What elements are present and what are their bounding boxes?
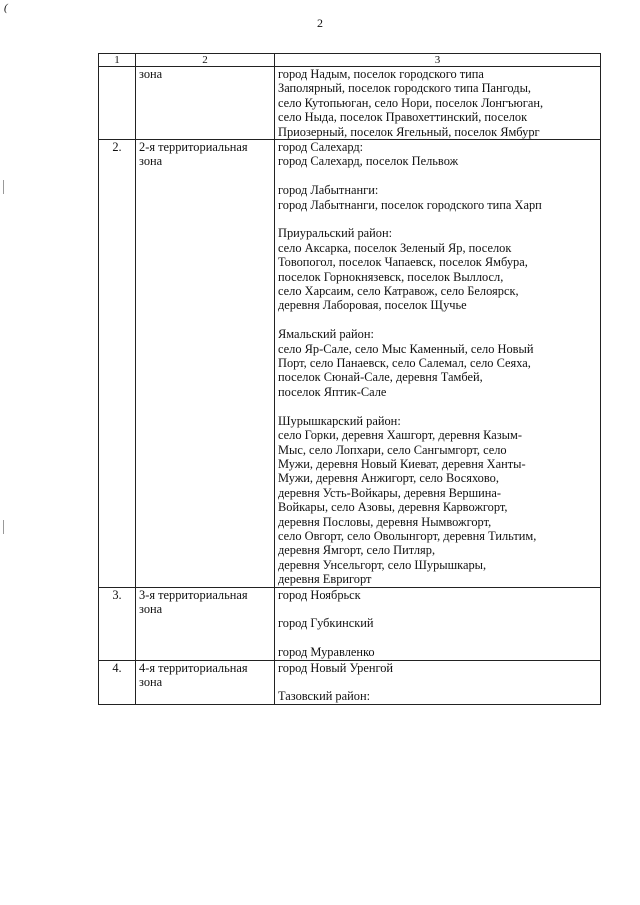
settlement-line	[278, 631, 597, 645]
column-header: 1	[99, 54, 136, 67]
settlement-line: Товопогол, поселок Чапаевск, поселок Ямбура,	[278, 255, 528, 270]
settlement-line: деревня Унсельгорт, село Шурышкары,	[278, 557, 487, 572]
zone-name-line: 4-я территориальная	[139, 660, 248, 675]
settlement-line: Мыс, село Лопхари, село Сангымгорт, село	[278, 442, 507, 457]
settlement-line	[278, 602, 597, 616]
settlement-line: село Яр-Сале, село Мыс Каменный, село Новый	[278, 341, 534, 356]
settlement-line: Шурышкарский район:	[278, 413, 401, 428]
settlement-line: поселок Горнокнязевск, поселок Выллосл,	[278, 269, 504, 284]
zone-name-line: зона	[139, 674, 163, 689]
zone-name-line: зона	[139, 154, 163, 169]
page-number: 2	[317, 16, 323, 30]
row-number	[99, 67, 136, 140]
settlement-line: город Лабытнанги, поселок городского типа Харп	[278, 197, 542, 212]
territorial-zones-table	[98, 53, 601, 705]
settlement-line: город Муравленко	[278, 645, 375, 660]
zone-name-line: 2-я территориальная	[139, 140, 248, 155]
column-header: 3	[275, 54, 601, 67]
settlement-line: село Ныда, поселок Правохеттинский, поселок	[278, 110, 528, 125]
settlement-line: село Овгорт, село Оволынгорт, деревня Тильтим,	[278, 528, 537, 543]
margin-tick	[3, 180, 4, 194]
row-number: 4.	[99, 660, 136, 704]
margin-tick	[3, 520, 4, 534]
column-header: 2	[136, 54, 275, 67]
row-number: 3.	[99, 587, 136, 660]
settlement-line: село Кутопьюган, село Нори, поселок Лонгъюган,	[278, 95, 544, 110]
settlement-line: город Ноябрьск	[278, 587, 361, 602]
settlement-line: деревня Ямгорт, село Питляр,	[278, 543, 436, 558]
settlement-line	[278, 212, 597, 226]
zone-name-line: зона	[139, 67, 163, 81]
settlement-line: Приуральский район:	[278, 226, 393, 241]
settlement-line: город Салехард, поселок Пельвож	[278, 154, 459, 169]
settlement-line: поселок Сюнай-Сале, деревня Тамбей,	[278, 370, 483, 385]
settlement-line: деревня Лаборовая, поселок Щучье	[278, 298, 467, 313]
table-row	[99, 587, 601, 660]
table-row	[99, 140, 601, 588]
table-header-row	[99, 54, 601, 67]
settlement-line: Приозерный, поселок Ягельный, поселок Ямбург	[278, 124, 540, 139]
settlement-line	[278, 399, 597, 413]
zone-name-line: зона	[139, 601, 163, 616]
settlements-list	[275, 67, 601, 140]
settlement-line: Порт, село Панаевск, село Салемал, село Сеяха,	[278, 356, 531, 371]
settlement-line: село Горки, деревня Хашгорт, деревня Казым-	[278, 428, 522, 443]
settlement-line: город Лабытнанги:	[278, 183, 379, 198]
settlement-line: Тазовский район:	[278, 689, 371, 704]
settlement-line: Мужи, деревня Новый Киеват, деревня Ханты-	[278, 456, 526, 471]
settlements-list	[275, 660, 601, 704]
settlement-line: деревня Усть-Войкары, деревня Вершина-	[278, 485, 502, 500]
zone-name	[136, 140, 275, 588]
settlement-line: Войкары, село Азовы, деревня Карвожгорт,	[278, 500, 508, 515]
settlement-line: село Харсаим, село Катравож, село Белоярск,	[278, 284, 519, 299]
zone-name	[136, 660, 275, 704]
settlement-line: поселок Яптик-Сале	[278, 384, 387, 399]
settlement-line: город Надым, поселок городского типа	[278, 67, 484, 81]
settlement-line: город Новый Уренгой	[278, 660, 394, 675]
settlement-line: город Губкинский	[278, 616, 374, 631]
settlement-line: Ямальский район:	[278, 327, 374, 342]
settlement-line: город Салехард:	[278, 140, 364, 155]
table-row	[99, 67, 601, 140]
settlement-line: деревня Евригорт	[278, 572, 372, 587]
settlement-line: Заполярный, поселок городского типа Пангоды,	[278, 81, 531, 96]
table-row	[99, 660, 601, 704]
settlement-line: деревня Пословы, деревня Нымвожгорт,	[278, 514, 492, 529]
settlement-line	[278, 169, 597, 183]
zone-name	[136, 67, 275, 140]
settlements-list	[275, 140, 601, 588]
settlement-line	[278, 313, 597, 327]
corner-mark: (	[4, 2, 8, 14]
settlement-line: село Аксарка, поселок Зеленый Яр, поселок	[278, 240, 512, 255]
settlement-line	[278, 675, 597, 689]
zone-name-line: 3-я территориальная	[139, 587, 248, 602]
settlement-line: Мужи, деревня Анжигорт, село Восяхово,	[278, 471, 499, 486]
zone-name	[136, 587, 275, 660]
row-number: 2.	[99, 140, 136, 588]
settlements-list	[275, 587, 601, 660]
